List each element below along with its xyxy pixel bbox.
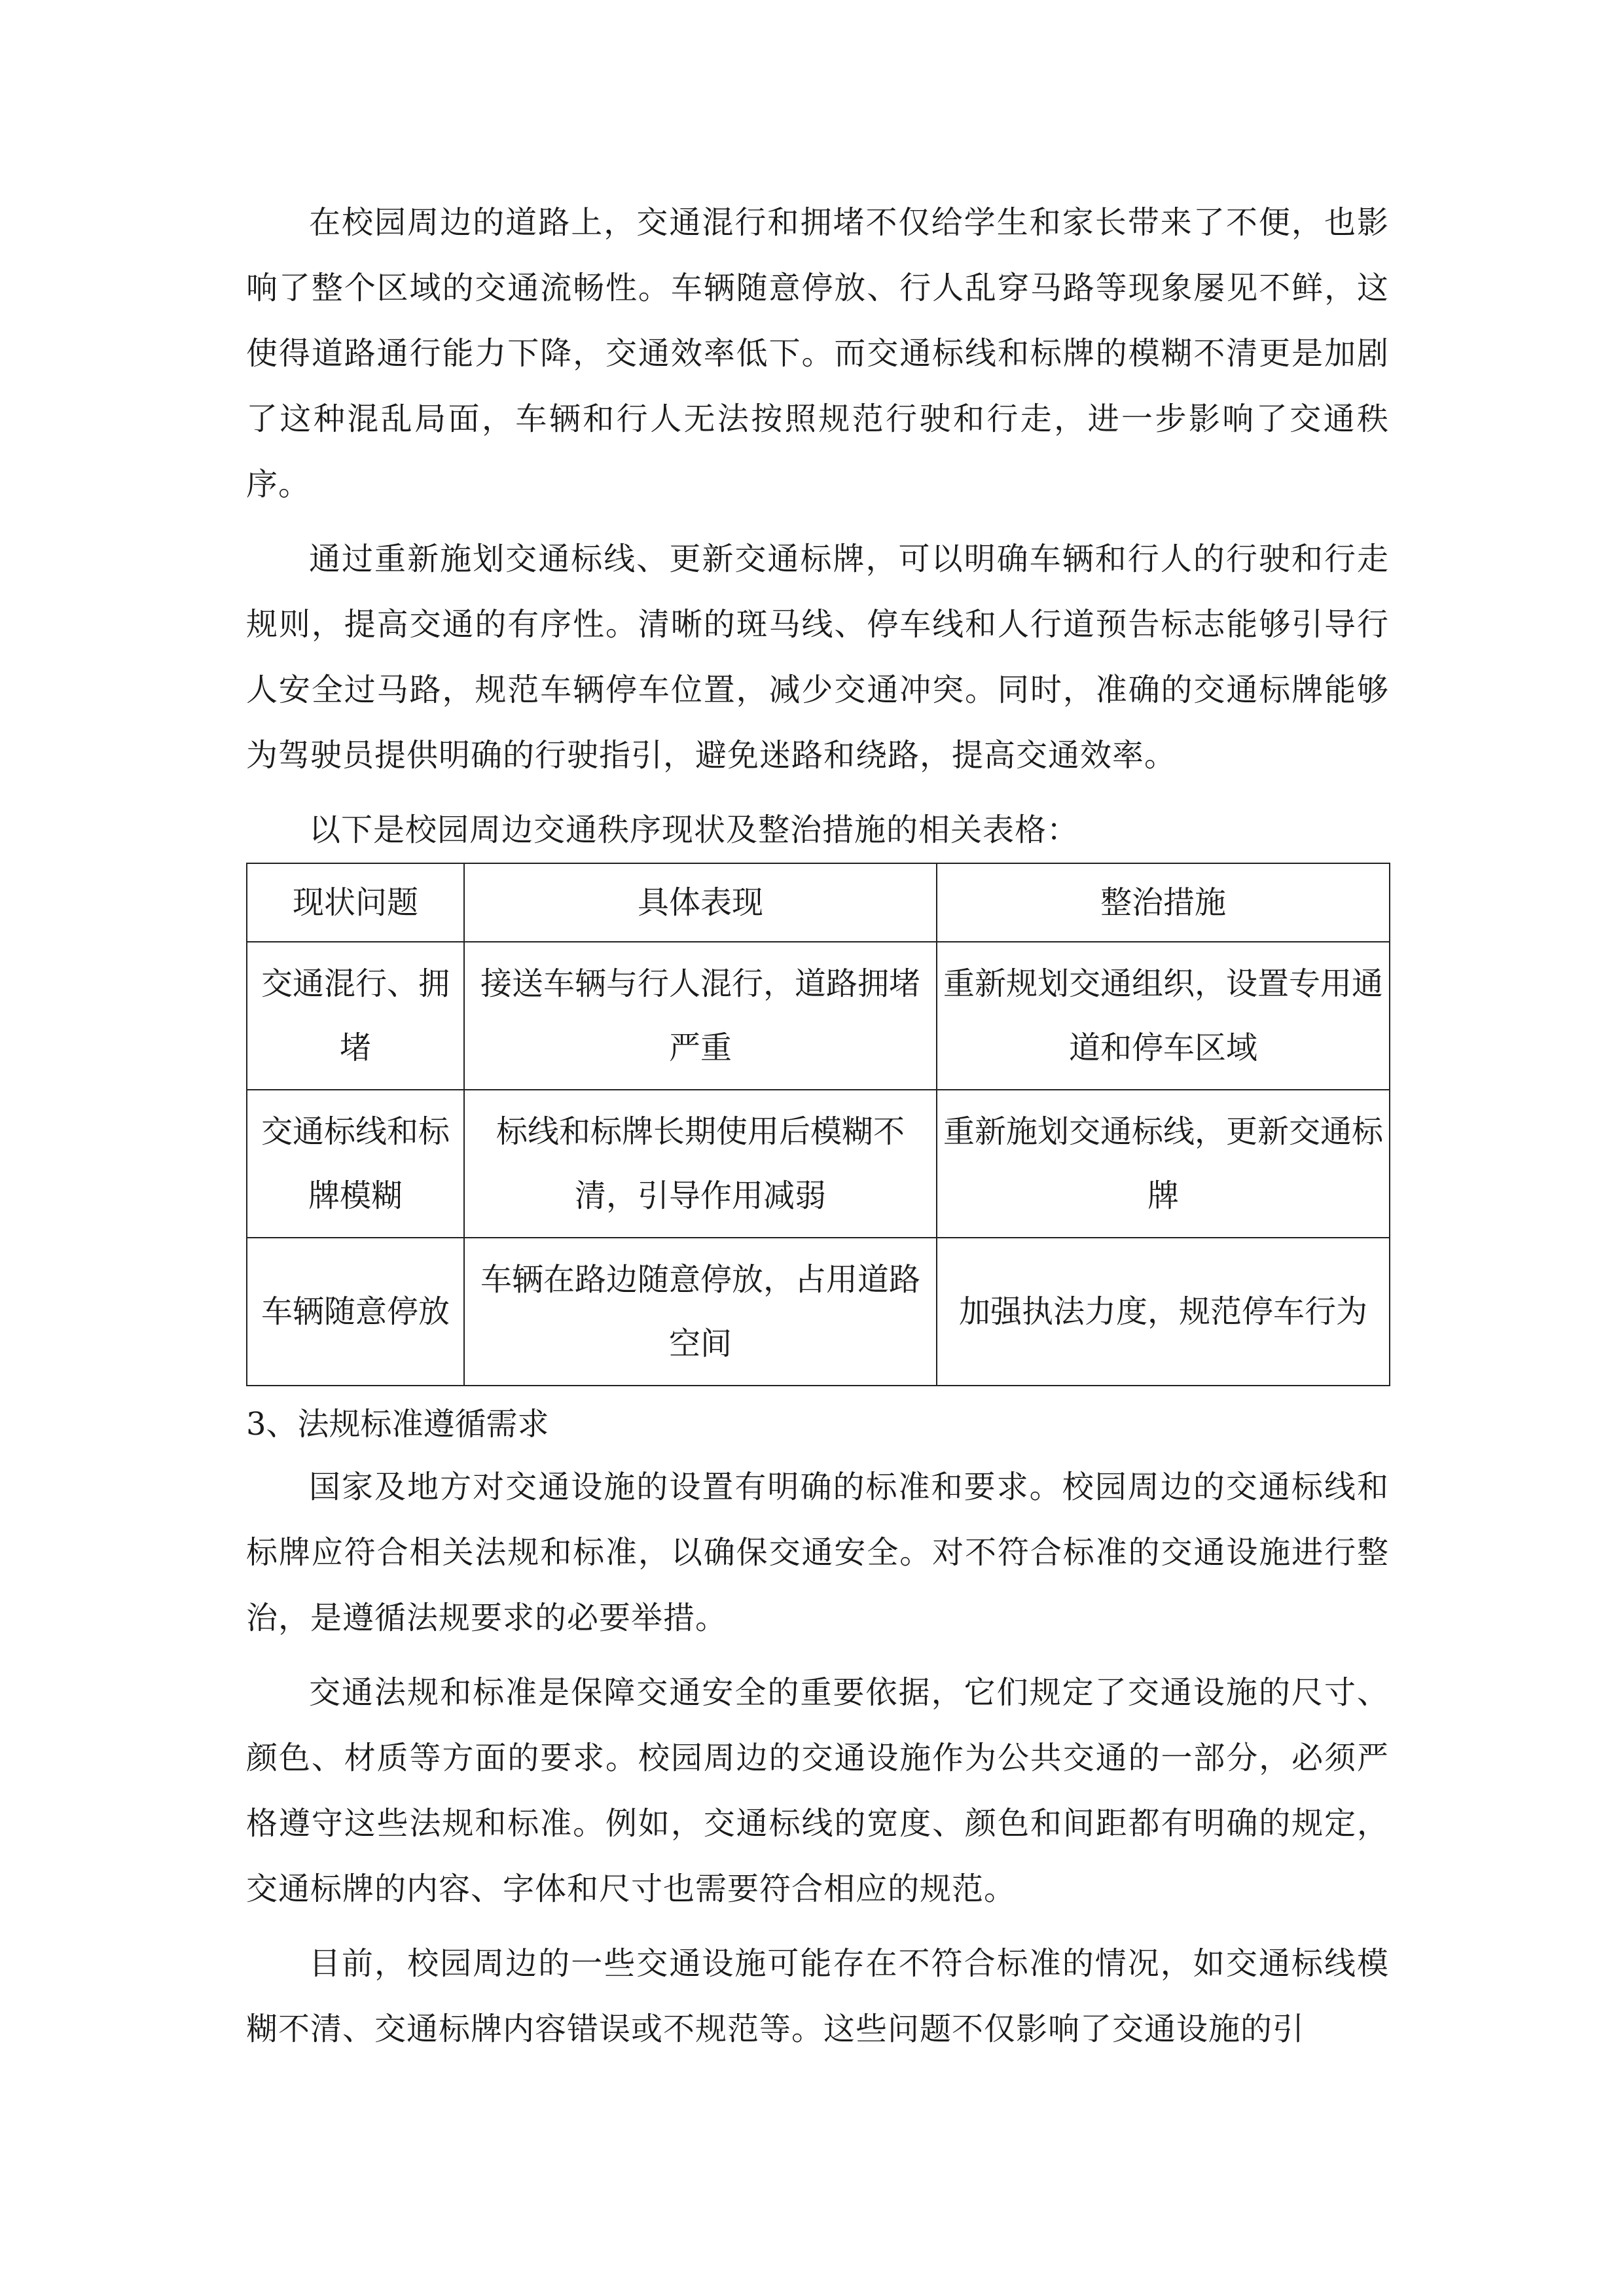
table-cell: 车辆随意停放 [247,1238,464,1386]
table-cell: 交通混行、拥堵 [247,942,464,1090]
table-cell: 重新规划交通组织，设置专用通道和停车区域 [937,942,1390,1090]
paragraph-table-intro: 以下是校园周边交通秩序现状及整治措施的相关表格： [309,812,1079,848]
table-header-row [247,863,1390,942]
paragraph-road-markings: 通过重新施划交通标线、更新交通标牌，可以明确车辆和行人的行驶和行走规则，提高交通的有序性。清晰的斑马线、停车线和人行道预告标志能够引导行人安全过马路，规范车辆停车位置，减少交通冲突。同时，准确的交通标牌能够为驾驶员提供明确的行驶指引，避免迷路和绕路，提高交通效率。 [246,541,1389,774]
table-header-cell: 整治措施 [937,863,1390,942]
traffic-measures-table [246,863,1390,1386]
paragraph-national-standards: 国家及地方对交通设施的设置有明确的标准和要求。校园周边的交通标线和标牌应符合相关法规和标准，以确保交通安全。对不符合标准的交通设施进行整治，是遵循法规要求的必要举措。 [246,1469,1389,1636]
table-header-cell: 具体表现 [464,863,937,942]
table-row [247,942,1390,1090]
table-cell: 标线和标牌长期使用后模糊不清，引导作用减弱 [464,1090,937,1238]
table-cell: 车辆在路边随意停放，占用道路空间 [464,1238,937,1386]
table-cell: 交通标线和标牌模糊 [247,1090,464,1238]
table-cell: 接送车辆与行人混行，道路拥堵严重 [464,942,937,1090]
table-row [247,1238,1390,1386]
paragraph-regulations-basis: 交通法规和标准是保障交通安全的重要依据，它们规定了交通设施的尺寸、颜色、材质等方面的要求。校园周边的交通设施作为公共交通的一部分，必须严格遵守这些法规和标准。例如，交通标线的宽度、颜色和间距都有明确的规定，交通标牌的内容、字体和尺寸也需要符合相应的规范。 [246,1674,1389,1907]
table-cell: 加强执法力度，规范停车行为 [937,1238,1390,1386]
table-header-cell: 现状问题 [247,863,464,942]
paragraph-traffic-congestion: 在校园周边的道路上，交通混行和拥堵不仅给学生和家长带来了不便，也影响了整个区域的交通流畅性。车辆随意停放、行人乱穿马路等现象屡见不鲜，这使得道路通行能力下降，交通效率低下。而交通标线和标牌的模糊不清更是加剧了这种混乱局面，车辆和行人无法按照规范行驶和行走，进一步影响了交通秩序。 [246,204,1389,503]
table-cell: 重新施划交通标线，更新交通标牌 [937,1090,1390,1238]
document-page [246,190,1389,2071]
paragraph-current-issues: 目前，校园周边的一些交通设施可能存在不符合标准的情况，如交通标线模糊不清、交通标牌内容错误或不规范等。这些问题不仅影响了交通设施的引 [246,1945,1389,2047]
section-heading: 3、法规标准遵循需求 [246,1406,549,1443]
table-row [247,1090,1390,1238]
